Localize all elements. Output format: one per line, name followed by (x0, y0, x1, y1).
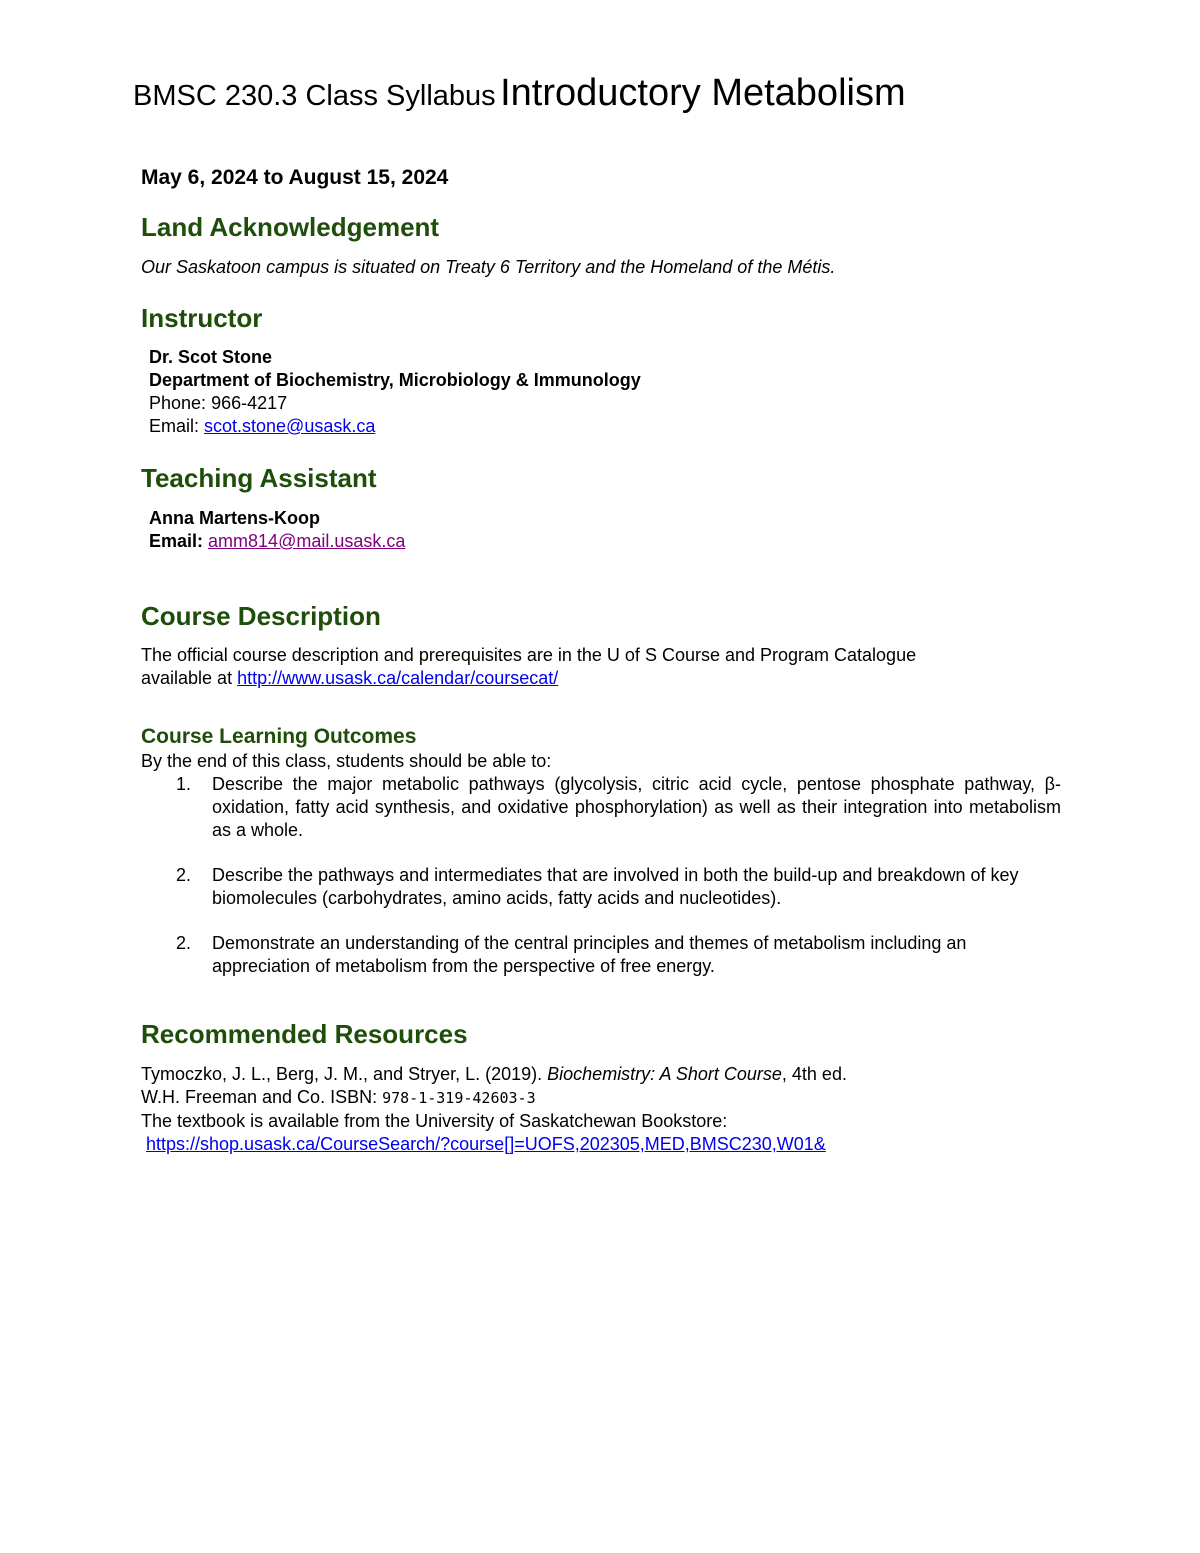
phone-label: Phone: (149, 393, 212, 413)
publisher-line (141, 1086, 847, 1110)
instructor-email-line (149, 415, 641, 438)
instructor-department: Department of Biochemistry, Microbiology & Immunology (149, 370, 641, 390)
recommended-resources-text (141, 1063, 847, 1156)
outcome-text: Describe the pathways and intermediates that are involved in both the build-up and breakdown of key biomolecules (carbohydrates, amino acids, fatty acids and nucleotides). (212, 865, 1019, 908)
description-line-2-prefix: available at (141, 668, 238, 688)
ta-name: Anna Martens-Koop (149, 508, 320, 528)
recommended-resources-heading: Recommended Resources (141, 1019, 468, 1049)
teaching-assistant-heading: Teaching Assistant (141, 463, 377, 493)
bookstore-text: The textbook is available from the University of Saskatchewan Bookstore: (141, 1111, 728, 1131)
course-dates: May 6, 2024 to August 15, 2024 (141, 166, 449, 189)
course-description-heading: Course Description (141, 601, 381, 631)
email-label: Email: (149, 416, 205, 436)
citation-authors: Tymoczko, J. L., Berg, J. M., and Stryer, L. (2019). (141, 1064, 548, 1084)
instructor-name: Dr. Scot Stone (149, 347, 273, 367)
bookstore-link-line (141, 1133, 847, 1156)
instructor-contact (149, 346, 641, 438)
title-prefix: BMSC 230.3 Class Syllabus (133, 80, 496, 112)
land-acknowledgement-heading: Land Acknowledgement (141, 212, 440, 242)
instructor-phone: 966-4217 (211, 393, 288, 413)
citation-line (141, 1063, 847, 1086)
outcome-number: 2. (176, 933, 192, 953)
bookstore-link[interactable]: https://shop.usask.ca/CourseSearch/?course[]=UOFS,202305,MED,BMSC230,W01& (146, 1134, 826, 1154)
ta-email-line (149, 530, 405, 553)
ta-email-link[interactable]: amm814@mail.usask.ca (208, 531, 406, 551)
outcome-number: 1. (176, 774, 192, 794)
ta-contact (149, 507, 405, 553)
land-acknowledgement-text: Our Saskatoon campus is situated on Treaty 6 Territory and the Homeland of the Métis. (141, 257, 836, 277)
instructor-email-link[interactable]: scot.stone@usask.ca (204, 416, 376, 436)
isbn-value: 978-1-319-42603-3 (382, 1089, 536, 1107)
ta-email-label: Email: (149, 531, 209, 551)
citation-edition: , 4th ed. (781, 1064, 847, 1084)
instructor-phone-line (149, 392, 641, 415)
course-catalogue-link[interactable]: http://www.usask.ca/calendar/coursecat/ (237, 668, 559, 688)
course-description-text (141, 644, 916, 690)
title-main: Introductory Metabolism (500, 72, 906, 114)
book-title: Biochemistry: A Short Course (547, 1064, 782, 1084)
description-line-1: The official course description and prerequisites are in the U of S Course and Program Catalogue (141, 645, 917, 665)
description-line-2 (141, 667, 916, 690)
publisher-text: W.H. Freeman and Co. ISBN: (141, 1087, 383, 1107)
learning-outcomes-heading: Course Learning Outcomes (141, 725, 417, 748)
instructor-heading: Instructor (141, 303, 263, 333)
outcome-number: 2. (176, 865, 192, 885)
learning-outcomes-intro: By the end of this class, students should be able to: (141, 751, 552, 771)
outcome-text: Demonstrate an understanding of the central principles and themes of metabolism including an appreciation of metabolism from the perspective of free energy. (212, 933, 967, 976)
page-title (133, 72, 906, 115)
outcome-text: Describe the major metabolic pathways (glycolysis, citric acid cycle, pentose phosphate pathway, β-oxidation, fatty acid synthesis, and oxidative phosphorylation) as well as their integration into metabolism as a whole. (212, 774, 1061, 840)
